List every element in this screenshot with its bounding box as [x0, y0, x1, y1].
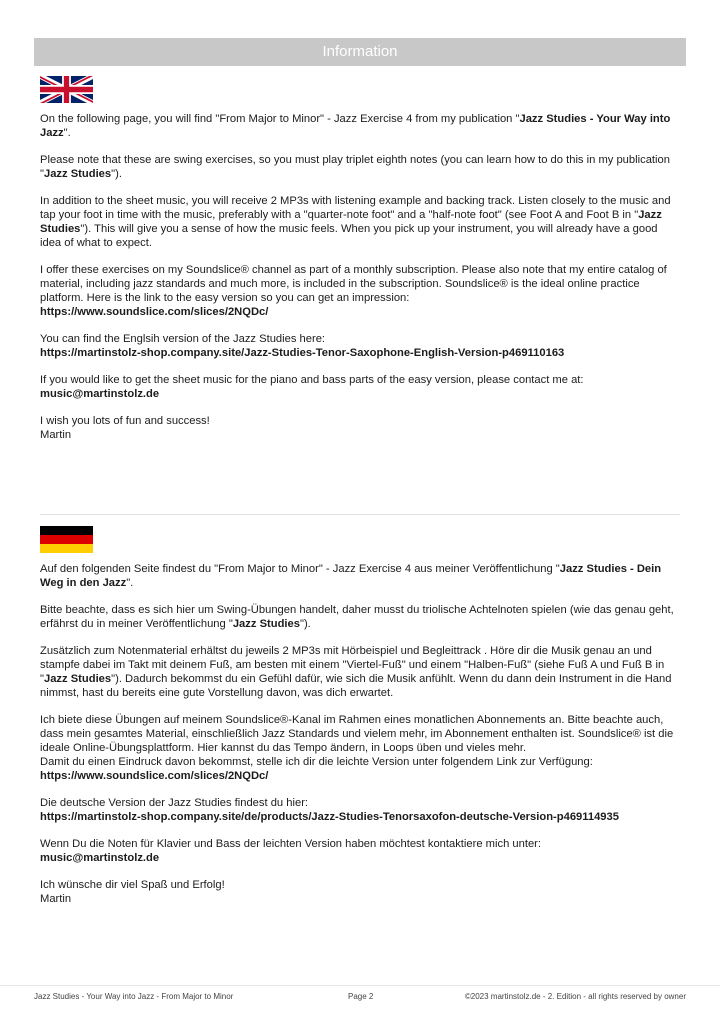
de-paragraph-soundslice: Ich biete diese Übungen auf meinem Soundslice®-Kanal im Rahmen eines monatlichen Abonnements an. Bitte beachte auch, dass mein gesamtes Material, einschließlich Jazz Standards und vielem mehr, im Abonnement enthalten ist. Soundslice® ist die ideale Online-Übungsplattform. Hier kannst du das Tempo ändern, in Loops üben und vieles mehr. Damit du einen Eindruck davon bekommst, stelle ich dir die leichte Version unter folgendem Link zur Verfügung: https://www.soundslice.com/slices/2NQDc/	[40, 714, 674, 782]
en-paragraph-mp3: In addition to the sheet music, you will receive 2 MP3s with listening example and backing track. Listen closely to the music and tap your foot in time with the music, preferably with a "quarter-note foot" and a "half-note foot" (see Foot A and Foot B in "Jazz Studies"). This will give you a sense of how the music feels. When you pick up your instrument, you will already have a good idea of what to expect.	[40, 195, 671, 249]
en-paragraph-intro: On the following page, you will find "From Major to Minor" - Jazz Exercise 4 from my publication "Jazz Studies - Your Way into Jazz".	[40, 113, 671, 139]
en-email-link[interactable]: music@martinstolz.de	[40, 388, 160, 400]
header-bar	[34, 38, 686, 66]
en-paragraph-soundslice: I offer these exercises on my Soundslice® channel as part of a monthly subscription. Please also note that my entire catalog of material, including jazz standards and much more, is included in the subscription. Soundslice® is the ideal online practice platform. Here is the link to the easy version so you can get an impression: https://www.soundslice.com/slices/2NQDc/	[40, 264, 667, 318]
de-shop-link[interactable]: https://martinstolz-shop.company.site/de/products/Jazz-Studies-Tenorsaxofon-deutsche-Version-p469114935	[40, 811, 619, 823]
german-section	[40, 562, 680, 919]
uk-flag-icon	[40, 76, 93, 103]
footer-copyright: ©2023 martinstolz.de - 2. Edition - all rights reserved by owner	[464, 992, 686, 1001]
de-paragraph-shop: Die deutsche Version der Jazz Studies findest du hier: https://martinstolz-shop.company.site/de/products/Jazz-Studies-Tenorsaxofon-deutsche-Version-p469114935	[40, 797, 619, 823]
german-flag-icon	[40, 526, 93, 553]
footer-page-number: Page 2	[348, 992, 374, 1001]
en-paragraph-shop: You can find the Englsih version of the Jazz Studies here: https://martinstolz-shop.company.site/Jazz-Studies-Tenor-Saxophone-English-Version-p469110163	[40, 333, 565, 359]
en-paragraph-swing: Please note that these are swing exercises, so you must play triplet eighth notes (you can learn how to do this in my publication "Jazz Studies").	[40, 154, 670, 180]
footer-title: Jazz Studies - Your Way into Jazz - From Major to Minor	[34, 992, 234, 1001]
de-soundslice-link[interactable]: https://www.soundslice.com/slices/2NQDc/	[40, 770, 269, 782]
en-soundslice-link[interactable]: https://www.soundslice.com/slices/2NQDc/	[40, 306, 269, 318]
english-section	[40, 112, 680, 455]
en-paragraph-contact: If you would like to get the sheet music for the piano and bass parts of the easy version, please contact me at: music@martinstolz.de	[40, 374, 584, 400]
de-paragraph-intro: Auf den folgenden Seite findest du "From Major to Minor" - Jazz Exercise 4 aus meiner Veröffentlichung "Jazz Studies - Dein Weg in den Jazz".	[40, 563, 662, 589]
footer-divider	[0, 985, 720, 986]
de-paragraph-closing: Ich wünsche dir viel Spaß und Erfolg! Martin	[40, 879, 225, 905]
en-shop-link[interactable]: https://martinstolz-shop.company.site/Jazz-Studies-Tenor-Saxophone-English-Version-p469110163	[40, 347, 565, 359]
de-paragraph-mp3: Zusätzlich zum Notenmaterial erhältst du jeweils 2 MP3s mit Hörbeispiel und Begleittrack . Höre dir die Musik genau an und stampfe dabei im Takt mit deinem Fuß, am besten mit einem "Viertel-Fuß" und einem "Halben-Fuß" (siehe Fuß A und Fuß B in "Jazz Studies"). Dadurch bekommst du ein Gefühl dafür, wie sich die Musik anfühlt. Wenn du dann dein Instrument in die Hand nimmst, hast du bereits eine gute Vorstellung davon, was dich erwartet.	[40, 645, 672, 699]
section-divider	[40, 514, 680, 515]
de-paragraph-contact: Wenn Du die Noten für Klavier und Bass der leichten Version haben möchtest kontaktiere mich unter: music@martinstolz.de	[40, 838, 542, 864]
de-email-link[interactable]: music@martinstolz.de	[40, 852, 160, 864]
en-paragraph-closing: I wish you lots of fun and success! Martin	[40, 415, 210, 441]
de-paragraph-swing: Bitte beachte, dass es sich hier um Swing-Übungen handelt, daher musst du triolische Achtelnoten spielen (wie das genau geht, erfährst du in meiner Veröffentlichung "Jazz Studies").	[40, 604, 674, 630]
page-title: Information	[322, 43, 398, 60]
